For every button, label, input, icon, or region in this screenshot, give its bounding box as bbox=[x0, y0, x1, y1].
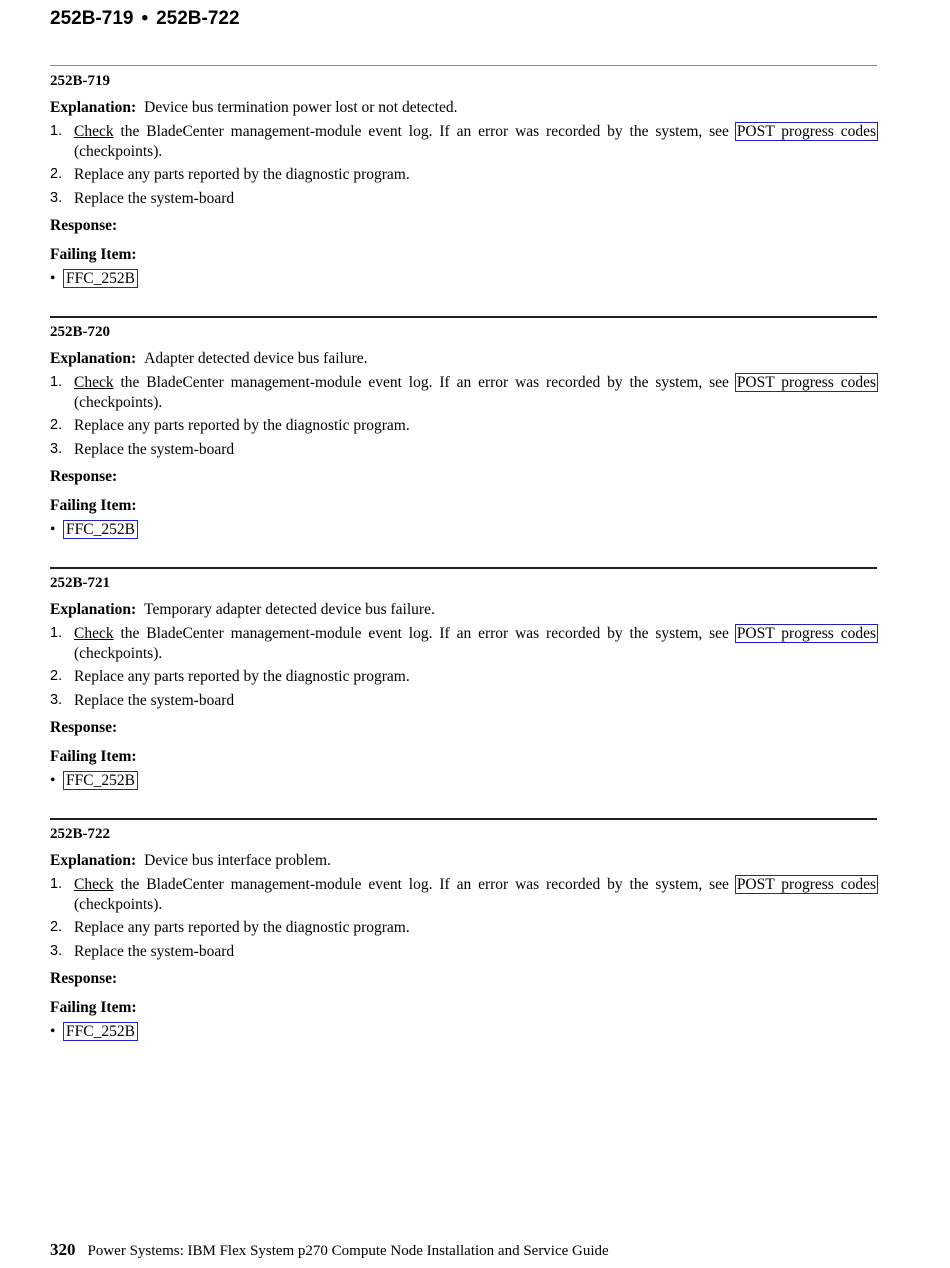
explanation-label: Explanation: bbox=[50, 99, 137, 116]
failing-item-link[interactable]: FFC_252B bbox=[66, 1023, 135, 1040]
error-code: 252B-722 bbox=[50, 826, 110, 842]
error-entry bbox=[50, 573, 877, 791]
error-code: 252B-719 bbox=[50, 73, 110, 89]
step-3-text: Replace the system-board bbox=[74, 691, 235, 709]
error-entry bbox=[50, 71, 877, 289]
error-code: 252B-720 bbox=[50, 324, 110, 340]
bullet: • bbox=[50, 772, 56, 789]
header-separator: • bbox=[141, 8, 149, 29]
entry-divider bbox=[50, 316, 877, 318]
step-1-text: the BladeCenter management-module event log. If an error was recorded by the system, see bbox=[113, 123, 736, 140]
failing-item-link[interactable]: FFC_252B bbox=[66, 772, 135, 789]
failing-item-label: Failing Item: bbox=[50, 246, 137, 263]
failing-item-label: Failing Item: bbox=[50, 999, 137, 1016]
action-steps bbox=[50, 122, 877, 208]
step-2-text: Replace any parts reported by the diagnostic program. bbox=[74, 417, 410, 434]
step-2 bbox=[50, 165, 877, 185]
step-1-text: the BladeCenter management-module event log. If an error was recorded by the system, see bbox=[113, 876, 736, 893]
step-number: 1. bbox=[50, 123, 63, 139]
explanation-line bbox=[50, 851, 877, 871]
step-number: 3. bbox=[50, 942, 63, 959]
page-header bbox=[50, 8, 240, 30]
error-entry bbox=[50, 824, 877, 1042]
explanation-line bbox=[50, 600, 877, 620]
check-word: Check bbox=[74, 123, 114, 140]
step-3 bbox=[50, 691, 877, 711]
response-label: Response: bbox=[50, 468, 118, 485]
check-word: Check bbox=[74, 876, 114, 893]
entry-divider bbox=[50, 818, 877, 820]
failing-item-link[interactable]: FFC_252B bbox=[66, 521, 135, 538]
step-1 bbox=[50, 875, 877, 914]
step-number: 2. bbox=[50, 417, 63, 433]
action-steps bbox=[50, 624, 877, 710]
step-2 bbox=[50, 918, 877, 938]
step-1-after-link: (checkpoints). bbox=[74, 895, 163, 913]
step-number: 3. bbox=[50, 440, 63, 457]
footer-title: Power Systems: IBM Flex System p270 Compute Node Installation and Service Guide bbox=[87, 1243, 609, 1259]
step-number: 3. bbox=[50, 691, 63, 708]
failing-item-label: Failing Item: bbox=[50, 748, 137, 765]
action-steps bbox=[50, 875, 877, 961]
explanation-text: Temporary adapter detected device bus failure. bbox=[144, 601, 435, 618]
step-2-text: Replace any parts reported by the diagnostic program. bbox=[74, 919, 410, 936]
step-2-text: Replace any parts reported by the diagnostic program. bbox=[74, 166, 410, 183]
step-2 bbox=[50, 667, 877, 687]
step-number: 1. bbox=[50, 374, 63, 390]
failing-item bbox=[50, 520, 877, 540]
explanation-line bbox=[50, 349, 877, 369]
failing-item bbox=[50, 1022, 877, 1042]
explanation-text: Device bus interface problem. bbox=[144, 852, 331, 869]
failing-item bbox=[50, 771, 877, 791]
step-1-text: the BladeCenter management-module event log. If an error was recorded by the system, see bbox=[113, 374, 736, 391]
header-right-code: 252B-722 bbox=[156, 8, 240, 29]
step-2 bbox=[50, 416, 877, 436]
explanation-label: Explanation: bbox=[50, 852, 137, 869]
step-number: 3. bbox=[50, 189, 63, 206]
step-3-text: Replace the system-board bbox=[74, 189, 235, 207]
step-1 bbox=[50, 122, 877, 161]
step-number: 2. bbox=[50, 919, 63, 935]
header-rule bbox=[50, 65, 877, 66]
error-entry bbox=[50, 322, 877, 540]
post-progress-codes-link[interactable]: POST progress codes bbox=[736, 625, 876, 642]
step-number: 1. bbox=[50, 876, 63, 892]
failing-item-link[interactable]: FFC_252B bbox=[66, 270, 135, 287]
response-label: Response: bbox=[50, 217, 118, 234]
post-progress-codes-link[interactable]: POST progress codes bbox=[736, 876, 876, 893]
response-label: Response: bbox=[50, 719, 118, 736]
post-progress-codes-link[interactable]: POST progress codes bbox=[736, 374, 876, 391]
check-word: Check bbox=[74, 625, 114, 642]
page-number: 320 bbox=[50, 1240, 76, 1259]
bullet: • bbox=[50, 1023, 56, 1040]
step-3 bbox=[50, 189, 877, 209]
explanation-text: Device bus termination power lost or not detected. bbox=[144, 99, 458, 116]
header-left-code: 252B-719 bbox=[50, 8, 134, 29]
entry-divider bbox=[50, 567, 877, 569]
step-number: 1. bbox=[50, 625, 63, 641]
explanation-label: Explanation: bbox=[50, 350, 137, 367]
step-1-after-link: (checkpoints). bbox=[74, 393, 163, 411]
step-number: 2. bbox=[50, 166, 63, 182]
error-code: 252B-721 bbox=[50, 575, 110, 591]
explanation-label: Explanation: bbox=[50, 601, 137, 618]
failing-item bbox=[50, 269, 877, 289]
step-3-text: Replace the system-board bbox=[74, 440, 235, 458]
page-footer bbox=[50, 1240, 609, 1260]
explanation-line bbox=[50, 98, 877, 118]
step-1-after-link: (checkpoints). bbox=[74, 644, 163, 662]
step-1 bbox=[50, 624, 877, 663]
step-number: 2. bbox=[50, 668, 63, 684]
step-3 bbox=[50, 440, 877, 460]
bullet: • bbox=[50, 270, 56, 287]
bullet: • bbox=[50, 521, 56, 538]
step-1-text: the BladeCenter management-module event log. If an error was recorded by the system, see bbox=[113, 625, 736, 642]
check-word: Check bbox=[74, 374, 114, 391]
step-3 bbox=[50, 942, 877, 962]
failing-item-label: Failing Item: bbox=[50, 497, 137, 514]
action-steps bbox=[50, 373, 877, 459]
post-progress-codes-link[interactable]: POST progress codes bbox=[736, 123, 876, 140]
step-3-text: Replace the system-board bbox=[74, 942, 235, 960]
step-1 bbox=[50, 373, 877, 412]
explanation-text: Adapter detected device bus failure. bbox=[144, 350, 368, 367]
step-1-after-link: (checkpoints). bbox=[74, 142, 163, 160]
response-label: Response: bbox=[50, 970, 118, 987]
step-2-text: Replace any parts reported by the diagnostic program. bbox=[74, 668, 410, 685]
